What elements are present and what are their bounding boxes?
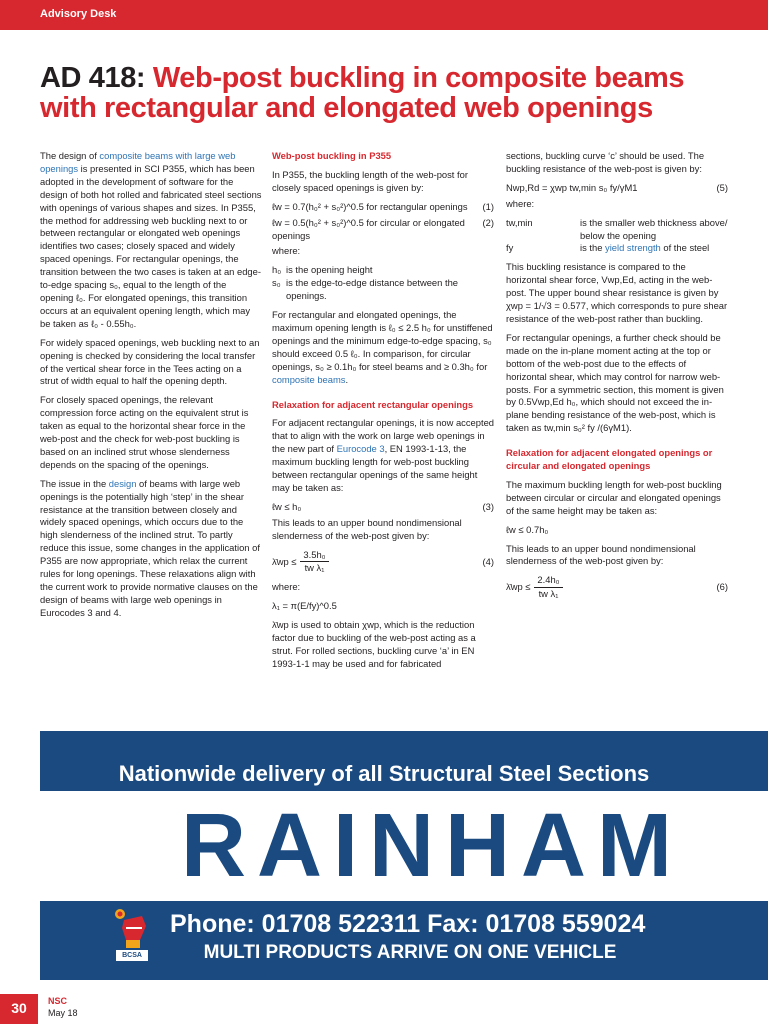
equation-6: ℓw ≤ 0.7h₀ bbox=[506, 523, 549, 535]
symbol: s₀ bbox=[272, 277, 281, 289]
equation-number: (5) bbox=[716, 181, 728, 193]
bcsa-badge: BCSA bbox=[116, 950, 148, 961]
symbol: h₀ bbox=[272, 264, 282, 276]
denominator: tw λ₁ bbox=[538, 588, 559, 600]
where-label: where: bbox=[272, 581, 301, 593]
advertisement[interactable] bbox=[40, 731, 768, 980]
text: For rectangular and elongated openings, the maximum opening length is ℓ₀ ≤ 2.5 h₀ for unstiffened openings and the minimum edge-to-edge spacing, s₀ should exceed 0.5 ℓ₀. In comparison, for circular openings, s₀ ≥ 0.1h₀ for steel beams and ≥ 0.3h₀ for bbox=[272, 309, 493, 372]
where-label: where: bbox=[506, 197, 535, 209]
definition: is the smaller web thickness above/ below the opening bbox=[580, 216, 728, 241]
fraction-equation bbox=[506, 574, 563, 601]
equation-4 bbox=[272, 549, 494, 576]
section-heading: Relaxation for adjacent elongated openings or circular and elongated openings bbox=[506, 447, 713, 472]
paragraph bbox=[272, 417, 494, 494]
numerator: 2.4h₀ bbox=[534, 574, 562, 588]
equation-7 bbox=[506, 574, 728, 601]
paragraph: sections, buckling curve ‘c’ should be used. The buckling resistance of the web-post is given by: bbox=[506, 150, 705, 174]
equation-number: (6) bbox=[716, 581, 728, 593]
design-link[interactable]: design bbox=[108, 477, 137, 489]
equation-number: (2) bbox=[482, 216, 494, 228]
text: The design of bbox=[40, 150, 100, 161]
text: of beams with large web openings is the potentially high ‘step’ in the shear resistance at the transition between closely and widely spaced openings, which occurs due to the high slenderness of the inclined strut. To partly reduce this issue, some changes in the application of P355 are now appropriate, which relax the current rules for long openings. These relaxations align with the current work to provide normative clauses on the design of beams with large web openings in Eurocodes 3 and 4. bbox=[40, 477, 260, 618]
composite-beams-link[interactable]: composite beams bbox=[272, 373, 346, 385]
section-heading: Web-post buckling in P355 bbox=[272, 150, 392, 161]
fraction-equation bbox=[272, 549, 329, 576]
definition: is the edge-to-edge distance between the openings. bbox=[286, 277, 458, 302]
paragraph bbox=[40, 478, 262, 620]
issue-date: May 18 bbox=[48, 1008, 78, 1018]
text: . bbox=[345, 373, 349, 385]
paragraph: For widely spaced openings, web buckling next to an opening is checked by considering the local transfer of the vertical shear force in the Tees acting on a strut of width equal to half the opening depth. bbox=[40, 336, 260, 387]
yield-strength-link[interactable]: yield strength bbox=[605, 242, 661, 254]
definitions bbox=[506, 217, 728, 256]
paragraph: λ̄wp is used to obtain χwp, which is the reduction factor due to buckling of the web-post acting as a strut. For rolled sections, buckling curve ‘a’ in EN 1993-1-1 may be used and for fabricated bbox=[272, 619, 476, 669]
equation-lhs: λ̄wp ≤ bbox=[272, 555, 297, 567]
symbol: fy bbox=[506, 242, 514, 254]
equation-number: (3) bbox=[482, 500, 494, 512]
paragraph bbox=[272, 309, 494, 386]
denominator: tw λ₁ bbox=[304, 562, 325, 574]
equation-number: (1) bbox=[482, 200, 494, 212]
definition bbox=[580, 242, 728, 255]
text: For adjacent rectangular openings, it is now accepted that to align with the work on large web openings in the new part of bbox=[272, 417, 495, 455]
definition: is the opening height bbox=[286, 264, 373, 276]
where-label: where: bbox=[272, 245, 301, 257]
equation-number: (4) bbox=[482, 555, 494, 567]
magazine-name: NSC bbox=[48, 996, 68, 1006]
equation-text: Nwp,Rd = χwp tw,min s₀ fy/γM1 bbox=[506, 181, 638, 193]
section-bar bbox=[0, 0, 768, 30]
paragraph: For closely spaced openings, the relevant compression force acting on the equivalent strut is taken as equal to the horizontal shear force in the web-post and the check for web-post buckling is based on an inclined strut whose slenderness depends on the spacing of the openings. bbox=[40, 394, 249, 470]
ad-tagline: MULTI PRODUCTS ARRIVE ON ONE VEHICLE bbox=[203, 942, 617, 963]
column-2 bbox=[272, 150, 494, 677]
ad-brand-name: RAINHAM bbox=[181, 796, 683, 896]
text: The issue in the bbox=[40, 477, 109, 489]
section-heading: Relaxation for adjacent rectangular openings bbox=[272, 398, 474, 410]
column-3 bbox=[506, 150, 728, 607]
equation-text: ℓw ≤ h₀ bbox=[272, 500, 302, 512]
equation-3 bbox=[272, 501, 494, 514]
definitions bbox=[272, 264, 494, 303]
text: is presented in SCI P355, which has been adopted in the development of software for the design of both hot rolled and fabricated steel sections with openings of various shapes and sizes. In P355, the method for addressing web buckling next to or between rectangular or elongated web openings identifies two cases; closely spaced and widely spaced openings. For rectangular openings, the transition between the two cases is taken at an edge-to-edge spacing s₀, equal to the length of the opening ℓ₀. For elongated openings, this transition occurs at an equivalent opening length, which may be taken as ℓ₀ - 0.55h₀. bbox=[40, 162, 262, 329]
equation-2 bbox=[272, 217, 494, 243]
ad-phone-fax: Phone: 01708 522311 Fax: 01708 559024 bbox=[170, 910, 646, 938]
title-text: Web-post buckling in composite beams with rectangular and elongated web openings bbox=[40, 62, 685, 124]
column-1 bbox=[40, 150, 262, 626]
equation-text: ℓw = 0.7(h₀² + s₀²)^0.5 for rectangular openings bbox=[272, 200, 468, 212]
equation-5 bbox=[506, 182, 728, 195]
paragraph: The maximum buckling length for web-post buckling between circular or circular and elongated openings of the same height may be taken as: bbox=[506, 478, 722, 516]
paragraph: In P355, the buckling length of the web-post for closely spaced openings is given by: bbox=[272, 168, 468, 193]
eurocode-3-link[interactable]: Eurocode 3 bbox=[336, 443, 385, 455]
equation-lhs: λ̄wp ≤ bbox=[506, 581, 531, 593]
text: , EN 1993-1-13, the maximum buckling length for web-post buckling between rectangular openings of the same height may be taken as: bbox=[272, 443, 478, 493]
symbol: tw,min bbox=[506, 216, 533, 228]
text: is the bbox=[580, 242, 606, 254]
section-label: Advisory Desk bbox=[40, 8, 117, 20]
equation-lambda: λ₁ = π(E/fy)^0.5 bbox=[272, 600, 337, 612]
title-code: AD 418: bbox=[40, 62, 153, 94]
equation-text: ℓw = 0.5(h₀² + s₀²)^0.5 for circular or elongated openings bbox=[272, 216, 465, 241]
paragraph: This buckling resistance is compared to the horizontal shear force, Vwp,Ed, acting in the web-post. The upper bound shear resistance is given by χwp = 1/√3 = 0.577, which corresponds to pure shear resistance of the web-post rather than buckling. bbox=[506, 261, 728, 324]
paragraph: For rectangular openings, a further check should be made on the in-plane moment acting at the top or bottom of the web-post due to the effects of horizontal shear, which may control for narrow web-posts. For a symmetric section, this moment is given by 0.5Vwp,Ed h₀, which should not exceed the in-plane bending resistance of the web-post, which is taken as tw,min s₀² fy /(6γM1). bbox=[506, 331, 724, 434]
paragraph: This leads to an upper bound nondimensional slenderness of the web-post given by: bbox=[506, 542, 696, 567]
composite-beams-link[interactable]: composite beams with large web openings bbox=[40, 150, 236, 174]
equation-1 bbox=[272, 201, 494, 214]
paragraph bbox=[40, 150, 262, 331]
fraction bbox=[300, 549, 328, 576]
page-number: 30 bbox=[0, 994, 38, 1024]
fraction bbox=[534, 574, 562, 601]
ad-headline: Nationwide delivery of all Structural Steel Sections bbox=[118, 761, 650, 786]
paragraph: This leads to an upper bound nondimensional slenderness of the web-post given by: bbox=[272, 516, 462, 541]
numerator: 3.5h₀ bbox=[300, 549, 328, 563]
text: of the steel bbox=[660, 242, 710, 254]
page-title bbox=[40, 63, 740, 123]
